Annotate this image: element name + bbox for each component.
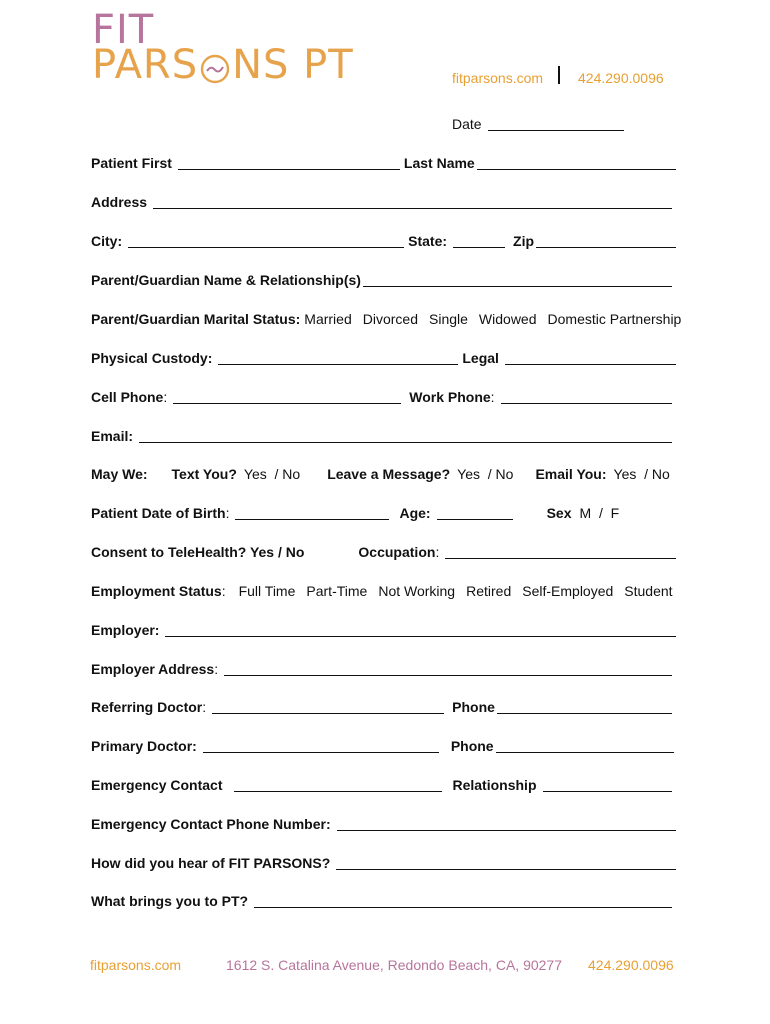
state-field[interactable] (453, 235, 505, 248)
logo-parsons-part2: NS PT (232, 42, 354, 88)
physical-custody-label: Physical Custody: (91, 350, 213, 366)
referral-source-row (91, 855, 678, 871)
custody-row (91, 350, 678, 366)
patient-first-label: Patient First (91, 155, 172, 171)
physical-custody-field[interactable] (218, 352, 458, 365)
last-name-label: Last Name (403, 155, 475, 171)
marital-option-widowed[interactable]: Widowed (478, 311, 537, 327)
cell-phone-field[interactable] (173, 391, 401, 404)
dob-field[interactable] (235, 507, 389, 520)
city-state-zip-row (91, 233, 678, 249)
email-label: Email: (91, 428, 134, 444)
logo-parsons-part1: PARS (92, 42, 199, 88)
text-you-options[interactable]: Yes / No (243, 466, 301, 482)
marital-option-single[interactable]: Single (429, 311, 468, 327)
referring-doctor-colon: : (202, 699, 207, 715)
zip-label: Zip (513, 233, 535, 249)
marital-option-divorced[interactable]: Divorced (362, 311, 418, 327)
primary-phone-label: Phone (450, 738, 494, 754)
employer-address-row (91, 661, 674, 677)
what-brings-label: What brings you to PT? (91, 893, 249, 909)
guardian-row (91, 272, 674, 288)
text-you-label: Text You? (171, 466, 237, 482)
age-field[interactable] (437, 507, 513, 520)
header-phone: 424.290.0096 (578, 70, 664, 86)
logo-o-emblem-icon (200, 51, 230, 81)
cell-phone-colon: : (163, 389, 168, 405)
footer-website-link[interactable]: fitparsons.com (90, 957, 182, 973)
how-hear-label: How did you hear of FIT PARSONS? (91, 855, 331, 871)
may-we-label: May We: (91, 466, 148, 482)
referring-doctor-field[interactable] (212, 701, 444, 714)
occupation-colon: : (435, 544, 440, 560)
patient-name-row (91, 155, 678, 171)
employment-option-full-time[interactable]: Full Time (238, 583, 296, 599)
what-brings-field[interactable] (254, 895, 672, 908)
leave-message-label: Leave a Message? (327, 466, 451, 482)
age-label: Age: (399, 505, 431, 521)
employer-label: Employer: (91, 622, 160, 638)
date-row (452, 116, 626, 132)
date-field[interactable] (488, 118, 624, 131)
email-field[interactable] (139, 430, 672, 443)
city-label: City: (91, 233, 123, 249)
marital-option-domestic-partnership[interactable]: Domestic Partnership (547, 311, 682, 327)
emergency-contact-label: Emergency Contact (91, 777, 223, 793)
marital-option-married[interactable]: Married (304, 311, 352, 327)
employer-address-label: Employer Address (91, 661, 215, 677)
leave-message-options[interactable]: Yes / No (457, 466, 514, 482)
primary-phone-field[interactable] (496, 740, 674, 753)
emergency-phone-row (91, 816, 678, 832)
legal-field[interactable] (505, 352, 676, 365)
sex-label: Sex (546, 505, 572, 521)
primary-doctor-label: Primary Doctor: (91, 738, 197, 754)
header-website-link[interactable]: fitparsons.com (452, 70, 544, 86)
primary-doctor-field[interactable] (203, 740, 439, 753)
city-field[interactable] (128, 235, 404, 248)
employment-option-self-employed[interactable]: Self-Employed (522, 583, 614, 599)
work-phone-label: Work Phone (409, 389, 491, 405)
how-hear-field[interactable] (336, 857, 676, 870)
marital-status-row (91, 311, 682, 327)
employer-row (91, 622, 678, 638)
marital-status-label: Parent/Guardian Marital Status: (91, 311, 301, 327)
emergency-contact-row (91, 777, 674, 793)
legal-label: Legal (462, 350, 499, 366)
referring-doctor-row (91, 699, 674, 715)
footer-address: 1612 S. Catalina Avenue, Redondo Beach, CA, 90277 (226, 957, 562, 973)
cell-phone-label: Cell Phone (91, 389, 164, 405)
telehealth-occupation-row (91, 544, 678, 560)
employment-option-retired[interactable]: Retired (466, 583, 512, 599)
last-name-field[interactable] (477, 157, 676, 170)
email-you-label: Email You: (535, 466, 607, 482)
guardian-name-label: Parent/Guardian Name & Relationship(s) (91, 272, 361, 288)
date-label: Date (452, 116, 482, 132)
logo-parsons-pt (92, 42, 354, 88)
header-divider (558, 66, 560, 84)
employment-status-label: Employment Status (91, 583, 222, 599)
employment-option-not-working[interactable]: Not Working (378, 583, 456, 599)
state-label: State: (408, 233, 448, 249)
employment-status-colon: : (221, 583, 226, 599)
occupation-field[interactable] (445, 546, 676, 559)
emergency-relationship-field[interactable] (543, 779, 673, 792)
referring-phone-label: Phone (452, 699, 495, 715)
emergency-phone-label: Emergency Contact Phone Number: (91, 816, 331, 832)
employment-option-student[interactable]: Student (624, 583, 673, 599)
address-label: Address (91, 194, 148, 210)
emergency-phone-field[interactable] (337, 818, 676, 831)
referring-doctor-label: Referring Doctor (91, 699, 203, 715)
contact-permission-row (91, 466, 678, 482)
email-row (91, 428, 674, 444)
patient-first-field[interactable] (178, 157, 400, 170)
employer-field[interactable] (165, 624, 676, 637)
referring-phone-field[interactable] (497, 701, 672, 714)
reason-row (91, 893, 674, 909)
email-you-options[interactable]: Yes / No (613, 466, 670, 482)
work-phone-field[interactable] (501, 391, 672, 404)
emergency-relationship-label: Relationship (452, 777, 537, 793)
dob-colon: : (225, 505, 230, 521)
employer-address-colon: : (214, 661, 219, 677)
dob-age-sex-row (91, 505, 678, 521)
zip-field[interactable] (536, 235, 676, 248)
address-field[interactable] (153, 196, 672, 209)
address-row (91, 194, 674, 210)
telehealth-consent-label[interactable]: Consent to TeleHealth? Yes / No (91, 544, 305, 560)
sex-options[interactable]: M / F (579, 505, 620, 521)
employment-status-row (91, 583, 678, 599)
work-phone-colon: : (490, 389, 495, 405)
dob-label: Patient Date of Birth (91, 505, 226, 521)
footer-phone: 424.290.0096 (588, 957, 674, 973)
guardian-name-field[interactable] (363, 274, 672, 287)
employer-address-field[interactable] (224, 663, 672, 676)
emergency-contact-field[interactable] (234, 779, 442, 792)
phones-row (91, 389, 674, 405)
logo-fit: FIT (92, 7, 155, 53)
primary-doctor-row (91, 738, 676, 754)
employment-option-part-time[interactable]: Part-Time (306, 583, 368, 599)
occupation-label: Occupation (358, 544, 436, 560)
